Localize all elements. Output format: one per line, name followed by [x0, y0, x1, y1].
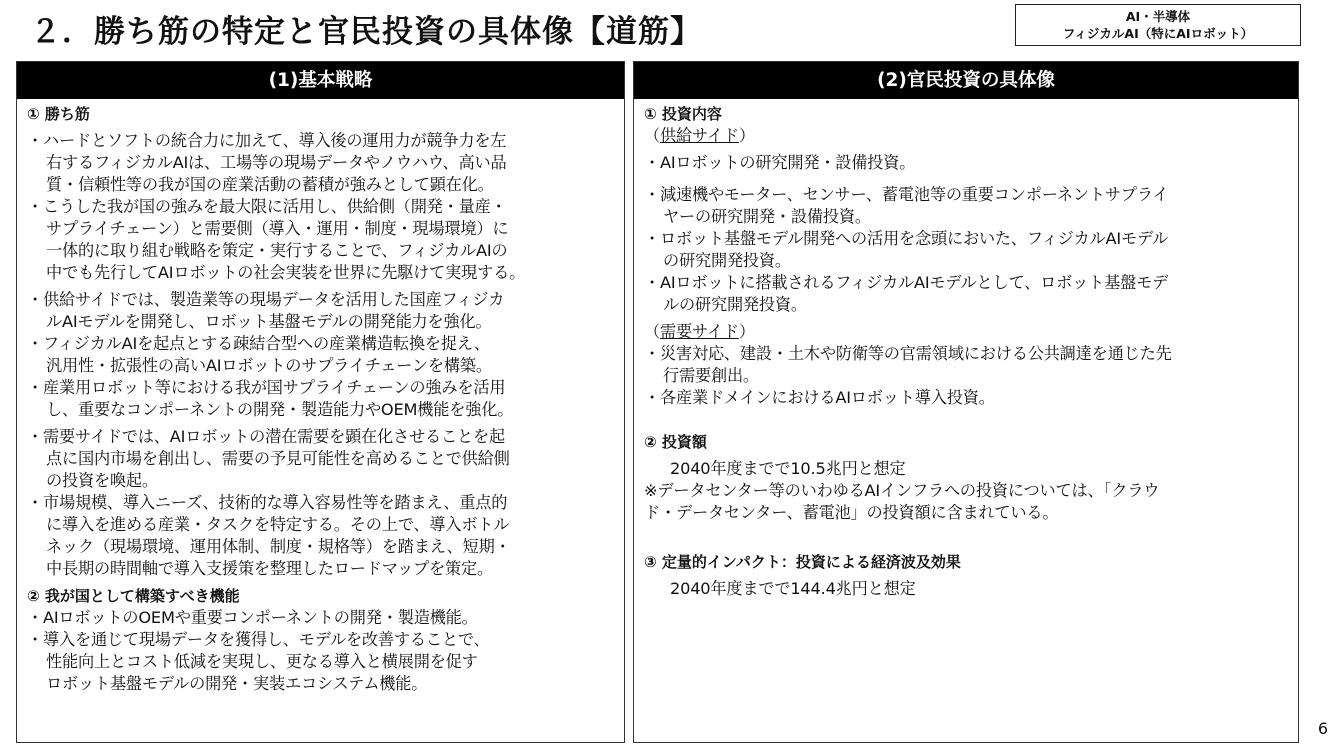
- list-item: サプライチェーン）と需要側（導入・運用・制度・現場環境）に: [46, 219, 509, 238]
- list-item: ・供給サイドでは、製造業等の現場データを活用した国産フィジカ: [27, 290, 505, 309]
- list-item: ・ロボット基盤モデル開発への活用を念頭においた、フィジカルAIモデル: [644, 229, 1169, 248]
- list-item: 行需要創出。: [663, 366, 759, 385]
- supply-side-text: 供給サイド: [660, 126, 739, 145]
- list-item: ・減速機やモーター、センサー、蓄電池等の重要コンポーネントサプライ: [644, 185, 1169, 204]
- list-item: の投資を喚起。: [46, 471, 158, 490]
- list-item: ・導入を通じて現場データを獲得し、モデルを改善することで、: [27, 630, 490, 649]
- investment-content-heading: ① 投資内容: [644, 105, 722, 123]
- page-number: 6: [1317, 719, 1328, 738]
- investment-panel: [633, 61, 1299, 743]
- list-item: ・AIロボットのOEMや重要コンポーネントの開発・製造機能。: [27, 608, 478, 627]
- list-item: ・AIロボットの研究開発・設備投資。: [644, 153, 916, 172]
- winning-path-heading: ① 勝ち筋: [27, 105, 90, 123]
- basic-strategy-header: (1)基本戦略: [17, 62, 624, 99]
- demand-side-label: （需要サイド）: [644, 322, 755, 341]
- page-title: ２．勝ち筋の特定と官民投資の具体像【道筋】: [30, 14, 702, 50]
- list-item: ルAIモデルを開発し、ロボット基盤モデルの開発能力を強化。: [46, 312, 492, 331]
- list-item: 右するフィジカルAIは、工場等の現場データやノウハウ、高い品: [46, 153, 507, 172]
- list-item: ・各産業ドメインにおけるAIロボット導入投資。: [644, 388, 995, 407]
- investment-amount-value: 2040年度までで10.5兆円と想定: [670, 459, 906, 478]
- list-item: に導入を進める産業・タスクを特定する。その上で、導入ボトル: [46, 515, 510, 534]
- list-item: ルの研究開発投資。: [663, 295, 807, 314]
- list-item: 質・信頼性等の我が国の産業活動の蓄積が強みとして顕在化。: [46, 175, 494, 194]
- list-item: ・フィジカルAIを起点とする疎結合型への産業構造転換を捉え、: [27, 334, 490, 353]
- list-item: ・AIロボットに搭載されるフィジカルAIモデルとして、ロボット基盤モデ: [644, 273, 1169, 292]
- list-item: 汎用性・拡張性の高いAIロボットのサプライチェーンを構築。: [46, 356, 492, 375]
- list-item: 性能向上とコスト低減を実現し、更なる導入と横展開を促す: [46, 652, 478, 671]
- list-item: ネック（現場環境、運用体制、制度・規格等）を踏まえ、短期・: [46, 537, 511, 556]
- investment-amount-heading: ② 投資額: [644, 433, 707, 451]
- impact-value: 2040年度までで144.4兆円と想定: [670, 579, 916, 598]
- list-item: 中でも先行してAIロボットの社会実装を世界に先駆けて実現する。: [46, 263, 526, 282]
- list-item: ヤーの研究開発・設備投資。: [663, 207, 871, 226]
- list-item: の研究開発投資。: [663, 251, 791, 270]
- list-item: ・市場規模、導入ニーズ、技術的な導入容易性等を踏まえ、重点的: [27, 493, 508, 512]
- impact-heading: ③ 定量的インパクト：投資による経済波及効果: [644, 553, 961, 571]
- list-item: ・こうした我が国の強みを最大限に活用し、供給側（開発・量産・: [27, 197, 507, 216]
- list-item: ・ハードとソフトの統合力に加えて、導入後の運用力が競争力を左: [27, 131, 507, 150]
- category-tag-line1: AI・半導体: [1125, 9, 1191, 24]
- list-item: 点に国内市場を創出し、需要の予見可能性を高めることで供給側: [46, 449, 510, 468]
- category-tag-line2: フィジカルAI（特にAIロボット）: [1062, 26, 1254, 41]
- list-item: ・需要サイドでは、AIロボットの潜在需要を顕在化させることを起: [27, 427, 505, 446]
- list-item: 一体的に取り組む戦略を策定・実行することで、フィジカルAIの: [46, 241, 508, 260]
- supply-side-label: （供給サイド）: [644, 126, 755, 145]
- investment-note: ド・データセンター、蓄電池」の投資額に含まれている。: [644, 503, 1059, 522]
- basic-strategy-panel: [16, 61, 625, 743]
- list-item: し、重要なコンポーネントの開発・製造能力やOEM機能を強化。: [46, 400, 514, 419]
- category-tag: [1015, 4, 1301, 46]
- list-item: 中長期の時間軸で導入支援策を整理したロードマップを策定。: [46, 559, 493, 578]
- investment-note: ※データセンター等のいわゆるAIインフラへの投資については、「クラウ: [644, 481, 1160, 500]
- demand-side-text: 需要サイド: [660, 322, 739, 341]
- list-item: ロボット基盤モデルの開発・実装エコシステム機能。: [46, 674, 428, 693]
- functions-heading: ② 我が国として構築すべき機能: [27, 587, 240, 605]
- list-item: ・産業用ロボット等における我が国サプライチェーンの強みを活用: [27, 378, 506, 397]
- list-item: ・災害対応、建設・土木や防衛等の官需領域における公共調達を通じた先: [644, 344, 1172, 363]
- investment-header: (2)官民投資の具体像: [634, 62, 1298, 99]
